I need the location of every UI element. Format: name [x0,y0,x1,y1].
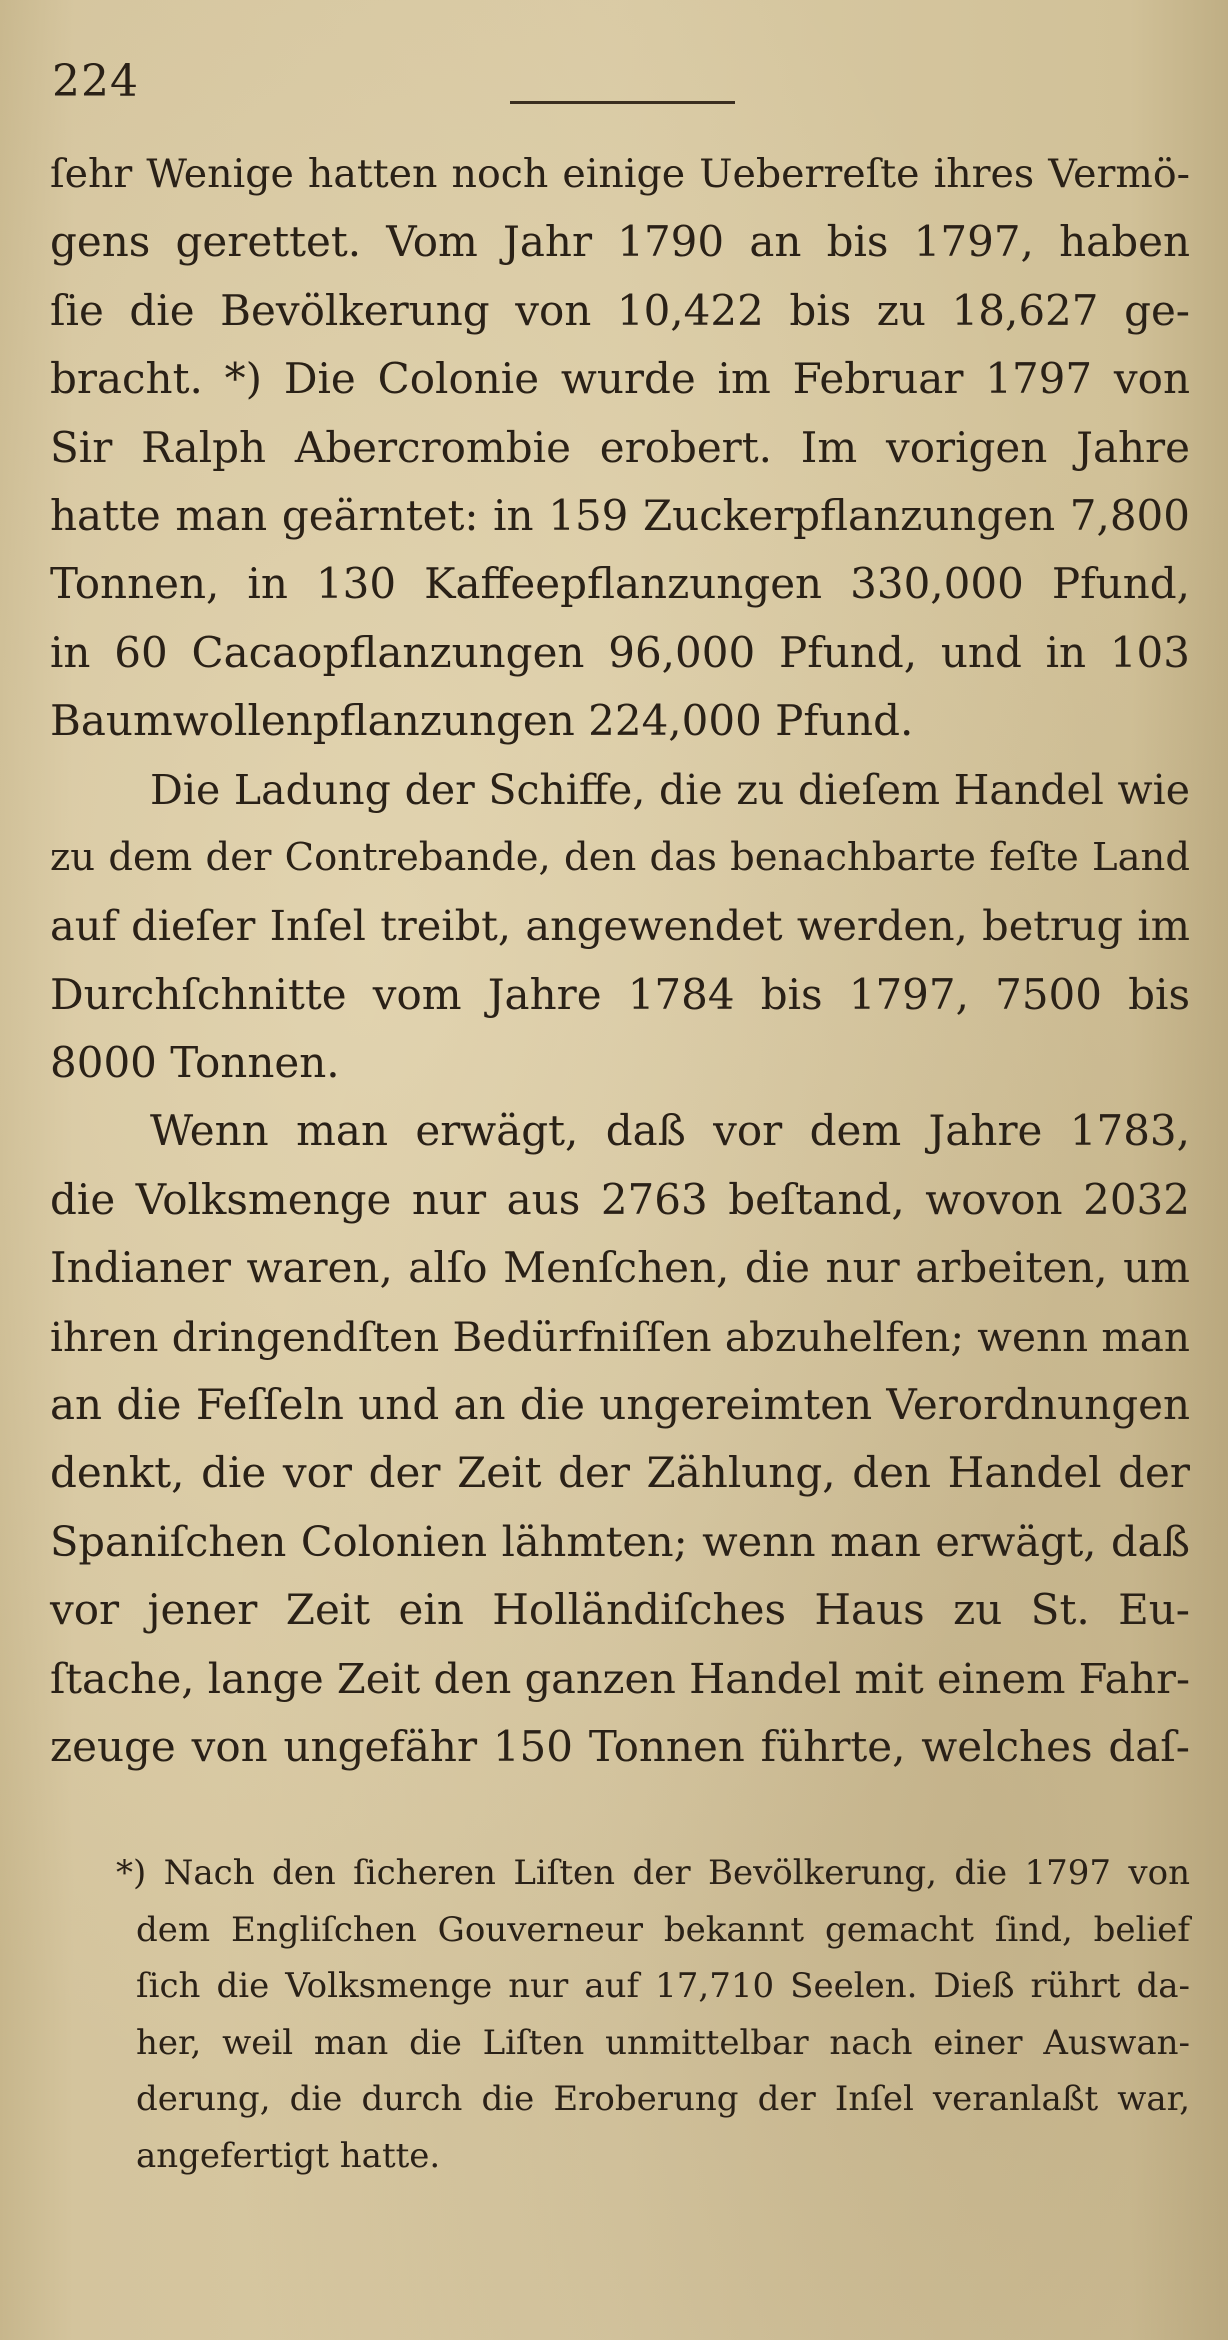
text-line: zu dem der Contrebande, den das benachbarte feſte Land [50,834,1190,880]
text-line: Durchſchnitte vom Jahre 1784 bis 1797, 7500 bis [50,969,1190,1019]
text-line: hatte man geärntet: in 159 Zuckerpflanzungen 7,800 [50,490,1190,540]
text-line: bracht. *) Die Colonie wurde im Februar 1797 von [50,354,1190,404]
footnote-line: derung, die durch die Eroberung der Inſel veranlaßt war, [136,2079,1190,2119]
header-rule [510,101,735,104]
text-line: gens gerettet. Vom Jahr 1790 an bis 1797, haben [50,217,1190,267]
text-line: Spaniſchen Colonien lähmten; wenn man erwägt, daß [50,1516,1190,1566]
footnote-line: dem Engliſchen Gouverneur bekannt gemacht ſind, belief [136,1909,1190,1950]
text-line: ſehr Wenige hatten noch einige Ueberreſte ihres Vermö- [50,151,1190,197]
text-line: ſie die Bevölkerung von 10,422 bis zu 18,627 ge- [50,285,1190,335]
text-line: an die Feſſeln und an die ungereimten Verordnungen [50,1380,1190,1430]
paragraph-start-line: Die Ladung der Schiffe, die zu dieſem Handel wie [150,765,1190,814]
text-line: ſtache, lange Zeit den ganzen Handel mit einem Fahr- [50,1653,1190,1703]
paragraph-start-line: Wenn man erwägt, daß vor dem Jahre 1783, [150,1106,1190,1156]
footnote-line: ſich die Volksmenge nur auf 17,710 Seelen. Dieß rührt da- [136,1966,1190,2006]
page-number: 224 [52,56,139,107]
footnote-line: *) Nach den ſicheren Liſten der Bevölkerung, die 1797 von [116,1853,1190,1893]
body-text [50,140,1190,1781]
text-line: denkt, die vor der Zeit der Zählung, den Handel der [50,1448,1190,1498]
text-line: ihren dringendſten Bedürfniſſen abzuhelfen; wenn man [50,1312,1190,1361]
text-line: Indianer waren, alſo Menſchen, die nur arbeiten, um [50,1243,1190,1293]
text-line: auf dieſer Inſel treibt, angewendet werden, betrug im [50,901,1190,951]
text-line: vor jener Zeit ein Holländiſches Haus zu St. Eu- [50,1585,1190,1635]
footnote-line: her, weil man die Liſten unmittelbar nach einer Auswan- [136,2022,1190,2063]
text-line: Tonnen, in 130 Kaffeepflanzungen 330,000 Pfund, [50,559,1190,609]
text-line: in 60 Cacaopflanzungen 96,000 Pfund, und in 103 [50,627,1190,677]
text-line: zeuge von ungefähr 150 Tonnen führte, welches daſ- [50,1721,1190,1771]
text-line: Sir Ralph Abercrombie erobert. Im vorigen Jahre [50,422,1190,472]
text-line: Baumwollenpflanzungen 224,000 Pfund. [50,696,914,746]
text-line: 8000 Tonnen. [50,1038,340,1088]
text-line: die Volksmenge nur aus 2763 beſtand, wovon 2032 [50,1174,1190,1224]
footnote-line: angefertigt hatte. [136,2135,441,2176]
footnote [116,1845,1190,2184]
